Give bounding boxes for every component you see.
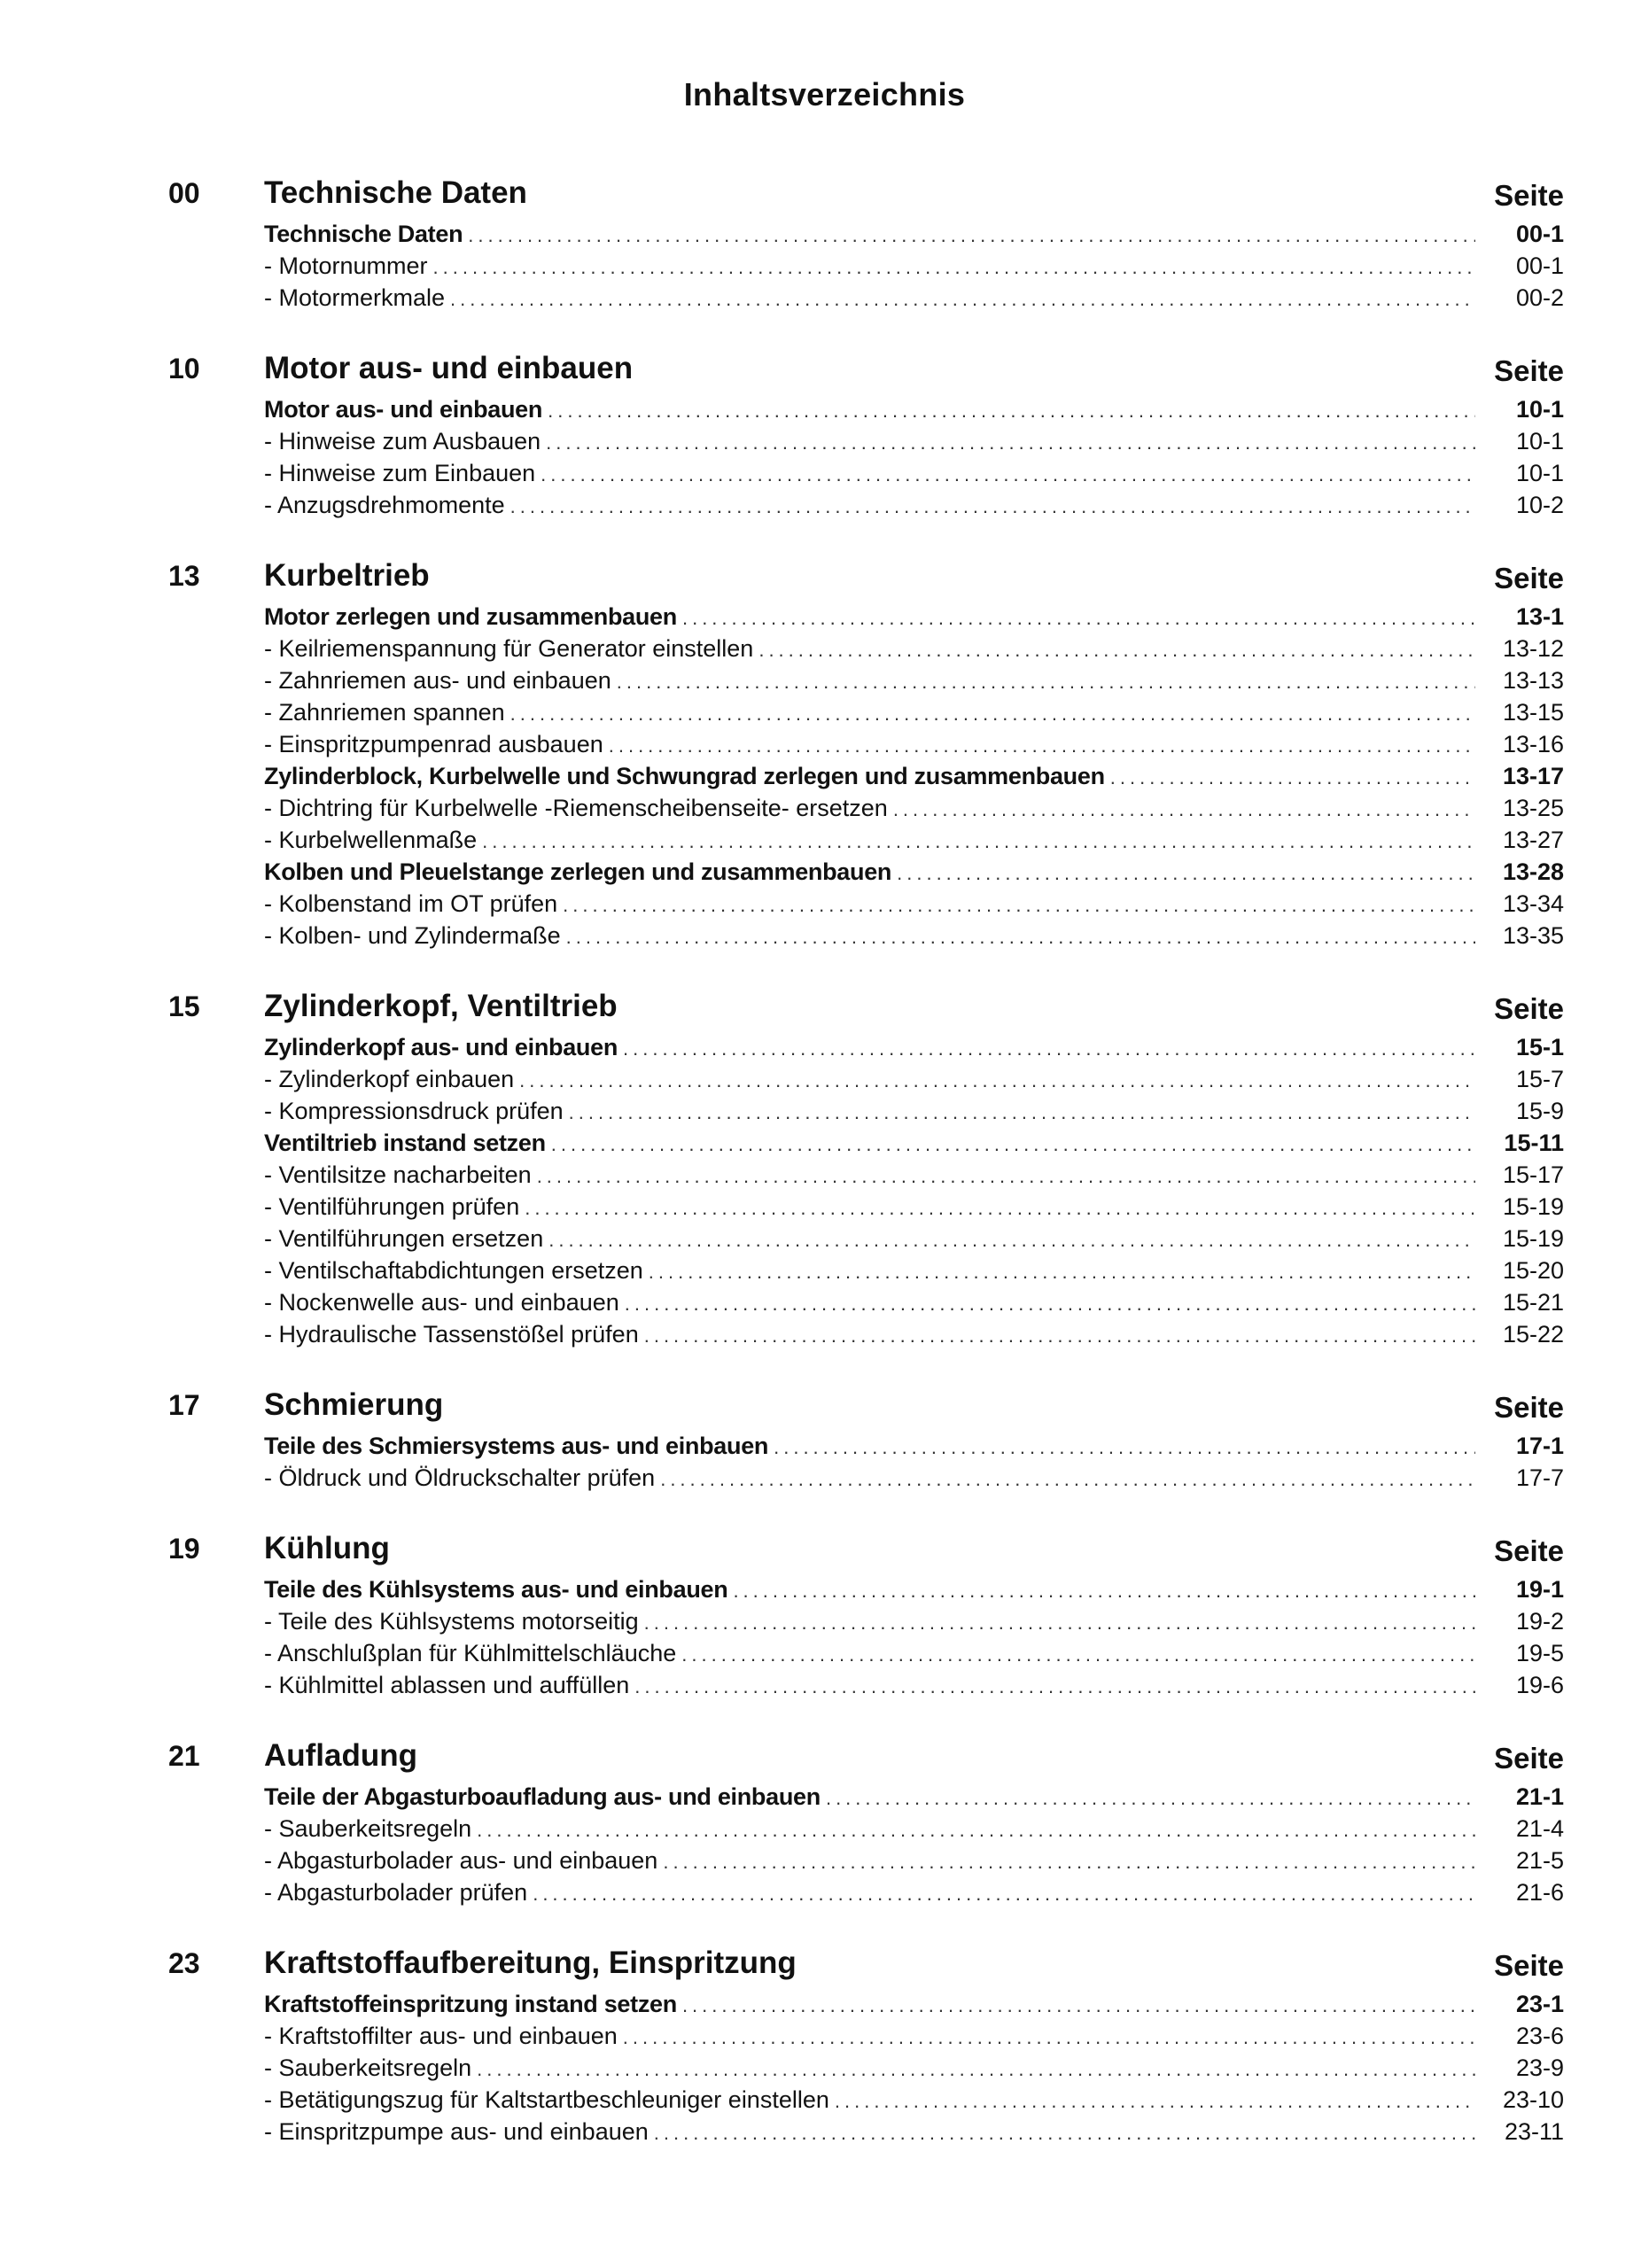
entry-page-number[interactable]: 10-1 [1515,428,1564,454]
dot-leader [663,1846,1475,1878]
seite-heading: Seite [1494,1742,1564,1775]
entry-label[interactable]: - Ventilführungen prüfen [264,1193,520,1220]
entry-page-number[interactable]: 13-1 [1515,603,1564,630]
toc-entry[interactable] [264,1063,1564,1095]
dot-leader [569,1097,1475,1129]
entry-page-number[interactable]: 10-2 [1515,492,1564,518]
entry-page-number[interactable]: 19-2 [1515,1608,1564,1635]
entry-page-number[interactable]: 15-20 [1502,1257,1564,1284]
toc-main-entry[interactable] [264,1781,1564,1813]
entry-label[interactable]: - Kurbelwellenmaße [264,827,478,853]
section-entries [264,1988,1564,2148]
toc-section-13 [168,556,1564,951]
toc-entry[interactable] [264,457,1564,489]
entry-page-number[interactable]: 15-1 [1515,1034,1564,1060]
entry-page-number[interactable]: 13-16 [1502,731,1564,757]
dot-leader [525,1192,1475,1224]
section-entries [264,1430,1564,1494]
section-entries [264,1781,1564,1908]
dot-leader [682,1990,1475,2022]
dot-leader [450,284,1475,315]
entry-page-number[interactable]: 15-22 [1502,1321,1564,1348]
dot-leader [774,1432,1475,1464]
entry-label[interactable]: - Dichtring für Kurbelwelle -Riemenscheibenseite- ersetzen [264,795,888,821]
entry-label[interactable]: Teile der Abgasturboaufladung aus- und einbauen [264,1783,821,1810]
toc-entry[interactable] [264,2084,1564,2116]
dot-leader [510,698,1475,730]
toc-entry[interactable] [264,696,1564,728]
entry-label[interactable]: - Kolbenstand im OT prüfen [264,890,558,917]
dot-leader [682,602,1475,634]
dot-leader [897,858,1475,889]
entry-label[interactable]: Motor aus- und einbauen [264,396,543,423]
toc-entry[interactable] [264,1876,1564,1908]
dot-leader [433,252,1475,284]
toc-section-19 [168,1529,1564,1701]
entry-label[interactable]: - Sauberkeitsregeln [264,2054,472,2081]
toc-entry[interactable] [264,1845,1564,1876]
entry-page-number[interactable]: 10-1 [1515,460,1564,486]
toc-entry[interactable] [264,664,1564,696]
entry-label[interactable]: - Zylinderkopf einbauen [264,1066,515,1092]
section-header [168,349,1564,393]
section-header [168,1736,1564,1781]
toc-entry[interactable] [264,2020,1564,2052]
entry-page-number[interactable]: 21-4 [1515,1815,1564,1842]
section-title[interactable]: Kühlung [264,1531,390,1565]
entry-label[interactable]: Technische Daten [264,221,463,247]
entry-page-number[interactable]: 15-17 [1502,1161,1564,1188]
dot-leader [609,730,1475,762]
seite-heading: Seite [1494,1949,1564,1982]
entry-page-number[interactable]: 23-1 [1515,1991,1564,2017]
toc-main-entry[interactable] [264,1573,1564,1605]
entry-label[interactable]: - Sauberkeitsregeln [264,1815,472,1842]
section-number: 23 [168,1947,200,1979]
entry-label[interactable]: - Kühlmittel ablassen und auffüllen [264,1672,630,1698]
toc-entry[interactable] [264,920,1564,951]
toc-entry[interactable] [264,1159,1564,1191]
entry-page-number[interactable]: 13-17 [1502,763,1564,789]
toc-section-21 [168,1736,1564,1908]
entry-page-number[interactable]: 23-9 [1515,2054,1564,2081]
entry-page-number[interactable]: 13-12 [1502,635,1564,662]
entry-label[interactable]: - Ventilschaftabdichtungen ersetzen [264,1257,643,1284]
toc-entry[interactable] [264,1605,1564,1637]
section-number: 15 [168,990,200,1022]
table-of-contents [168,174,1564,2183]
toc-entry[interactable] [264,282,1564,314]
entry-page-number[interactable]: 21-6 [1515,1879,1564,1906]
dot-leader [477,1814,1475,1846]
dot-leader [758,634,1475,666]
dot-leader [644,1607,1475,1639]
entry-page-number[interactable]: 17-7 [1515,1464,1564,1491]
entry-page-number[interactable]: 10-1 [1515,396,1564,423]
dot-leader [681,1639,1475,1671]
toc-entry[interactable] [264,250,1564,282]
section-header [168,1529,1564,1573]
dot-leader [537,1161,1475,1192]
entry-label[interactable]: - Kraftstoffilter aus- und einbauen [264,2023,618,2049]
entry-page-number[interactable]: 19-6 [1515,1672,1564,1698]
entry-page-number[interactable]: 13-13 [1502,667,1564,694]
entry-label[interactable]: Teile des Kühlsystems aus- und einbauen [264,1576,728,1603]
toc-entry[interactable] [264,1462,1564,1494]
dot-leader [733,1575,1475,1607]
dot-leader [625,1288,1475,1320]
dot-leader [541,459,1475,491]
entry-label[interactable]: - Hydraulische Tassenstößel prüfen [264,1321,639,1348]
toc-entry[interactable] [264,425,1564,457]
entry-page-number[interactable]: 15-9 [1515,1098,1564,1124]
toc-entry[interactable] [264,1637,1564,1669]
entry-page-number[interactable]: 15-19 [1502,1225,1564,1252]
toc-section-00 [168,174,1564,314]
entry-label[interactable]: - Keilriemenspannung für Generator einstellen [264,635,754,662]
section-title[interactable]: Technische Daten [264,175,527,210]
entry-label[interactable]: Kraftstoffeinspritzung instand setzen [264,1991,677,2017]
section-number: 17 [168,1389,200,1421]
toc-main-entry[interactable] [264,601,1564,633]
toc-main-entry[interactable] [264,1988,1564,2020]
entry-page-number[interactable]: 13-27 [1502,827,1564,853]
section-title[interactable]: Motor aus- und einbauen [264,351,634,385]
entry-page-number[interactable]: 00-1 [1515,252,1564,279]
section-header [168,174,1564,218]
dot-leader [548,1224,1475,1256]
entry-label[interactable]: - Einspritzpumpenrad ausbauen [264,731,603,757]
section-title[interactable]: Kraftstoffaufbereitung, Einspritzung [264,1946,797,1980]
toc-main-entry[interactable] [264,1031,1564,1063]
dot-leader [548,395,1475,427]
entry-label[interactable]: Zylinderblock, Kurbelwelle und Schwungrad zerlegen und zusammenbauen [264,763,1105,789]
dot-leader [566,921,1475,953]
toc-entry[interactable] [264,2052,1564,2084]
entry-label[interactable]: - Motormerkmale [264,284,446,311]
entry-label[interactable]: - Abgasturbolader prüfen [264,1879,528,1906]
toc-entry[interactable] [264,1254,1564,1286]
entry-label[interactable]: Teile des Schmiersystems aus- und einbauen [264,1433,769,1459]
entry-page-number[interactable]: 00-1 [1515,221,1564,247]
entry-page-number[interactable]: 13-34 [1502,890,1564,917]
dot-leader [1110,762,1475,794]
seite-heading: Seite [1494,179,1564,212]
entry-label[interactable]: Kolben und Pleuelstange zerlegen und zusammenbauen [264,858,892,885]
entry-label[interactable]: - Kompressionsdruck prüfen [264,1098,564,1124]
section-number: 19 [168,1533,200,1565]
section-header [168,1944,1564,1988]
entry-page-number[interactable]: 19-1 [1515,1576,1564,1603]
seite-heading: Seite [1494,1391,1564,1424]
entry-page-number[interactable]: 15-21 [1502,1289,1564,1316]
entry-label[interactable]: - Hinweise zum Ausbauen [264,428,541,454]
toc-main-entry[interactable] [264,1430,1564,1462]
entry-label[interactable]: - Anzugsdrehmomente [264,492,505,518]
entry-page-number[interactable]: 21-5 [1515,1847,1564,1874]
entry-page-number[interactable]: 15-11 [1504,1130,1564,1156]
toc-entry[interactable] [264,888,1564,920]
section-header [168,1386,1564,1430]
entry-page-number[interactable]: 13-25 [1502,795,1564,821]
dot-leader [477,2054,1475,2085]
entry-page-number[interactable]: 15-19 [1502,1193,1564,1220]
toc-entry[interactable] [264,1095,1564,1127]
entry-label[interactable]: - Hinweise zum Einbauen [264,460,536,486]
entry-page-number[interactable]: 00-2 [1515,284,1564,311]
entry-page-number[interactable]: 23-6 [1515,2023,1564,2049]
section-number: 13 [168,560,200,592]
toc-main-entry[interactable] [264,393,1564,425]
toc-section-23 [168,1944,1564,2148]
toc-entry[interactable] [264,824,1564,856]
section-title[interactable]: Schmierung [264,1387,444,1422]
dot-leader [617,666,1475,698]
entry-page-number[interactable]: 21-1 [1515,1783,1564,1810]
dot-leader [634,1671,1475,1703]
seite-heading: Seite [1494,1534,1564,1567]
dot-leader [654,2117,1475,2149]
toc-main-entry[interactable] [264,760,1564,792]
dot-leader [551,1129,1475,1161]
section-number: 10 [168,353,200,384]
dot-leader [468,220,1475,252]
entry-label[interactable]: - Zahnriemen aus- und einbauen [264,667,611,694]
section-entries [264,1573,1564,1701]
seite-heading: Seite [1494,354,1564,387]
toc-entry[interactable] [264,1813,1564,1845]
dot-leader [644,1320,1475,1352]
section-title[interactable]: Aufladung [264,1738,418,1773]
dot-leader [826,1783,1475,1814]
section-header [168,987,1564,1031]
entry-label[interactable]: - Betätigungszug für Kaltstartbeschleuniger einstellen [264,2086,829,2113]
entry-page-number[interactable]: 23-10 [1502,2086,1564,2113]
toc-main-entry[interactable] [264,1127,1564,1159]
entry-label[interactable]: - Abgasturbolader aus- und einbauen [264,1847,658,1874]
dot-leader [623,1033,1475,1065]
entry-page-number[interactable]: 17-1 [1515,1433,1564,1459]
section-entries [264,601,1564,951]
dot-leader [519,1065,1475,1097]
section-entries [264,393,1564,521]
dot-leader [510,491,1475,523]
toc-entry[interactable] [264,489,1564,521]
entry-page-number[interactable]: 19-5 [1515,1640,1564,1666]
toc-main-entry[interactable] [264,218,1564,250]
seite-heading: Seite [1494,992,1564,1025]
entry-label[interactable]: - Zahnriemen spannen [264,699,505,726]
section-entries [264,1031,1564,1350]
section-title[interactable]: Kurbeltrieb [264,558,430,593]
section-entries [264,218,1564,314]
entry-page-number[interactable]: 13-15 [1502,699,1564,726]
entry-label[interactable]: - Nockenwelle aus- und einbauen [264,1289,619,1316]
toc-entry[interactable] [264,1318,1564,1350]
toc-main-entry[interactable] [264,856,1564,888]
toc-entry[interactable] [264,633,1564,664]
dot-leader [893,794,1475,826]
entry-label[interactable]: Zylinderkopf aus- und einbauen [264,1034,618,1060]
entry-label[interactable]: Motor zerlegen und zusammenbauen [264,603,677,630]
entry-label[interactable]: - Motornummer [264,252,428,279]
toc-entry[interactable] [264,2116,1564,2148]
toc-entry[interactable] [264,1191,1564,1223]
entry-label[interactable]: - Ventilführungen ersetzen [264,1225,544,1252]
entry-label[interactable]: - Teile des Kühlsystems motorseitig [264,1608,639,1635]
toc-section-15 [168,987,1564,1350]
toc-entry[interactable] [264,792,1564,824]
dot-leader [482,826,1475,858]
dot-leader [649,1256,1475,1288]
section-number: 00 [168,177,200,209]
toc-section-17 [168,1386,1564,1494]
page-title: Inhaltsverzeichnis [683,76,966,113]
toc-entry[interactable] [264,1669,1564,1701]
dot-leader [623,2022,1475,2054]
dot-leader [660,1464,1475,1495]
toc-section-10 [168,349,1564,521]
entry-label[interactable]: - Kolben- und Zylindermaße [264,922,561,949]
dot-leader [546,427,1475,459]
seite-heading: Seite [1494,562,1564,594]
toc-entry[interactable] [264,728,1564,760]
entry-page-number[interactable]: 15-7 [1515,1066,1564,1092]
toc-entry[interactable] [264,1286,1564,1318]
dot-leader [563,889,1475,921]
entry-label[interactable]: - Anschlußplan für Kühlmittelschläuche [264,1640,677,1666]
entry-label[interactable]: Ventiltrieb instand setzen [264,1130,546,1156]
entry-page-number[interactable]: 23-11 [1504,2118,1564,2145]
dot-leader [533,1878,1475,1910]
entry-page-number[interactable]: 13-28 [1502,858,1564,885]
entry-page-number[interactable]: 13-35 [1502,922,1564,949]
section-number: 21 [168,1740,200,1772]
section-header [168,556,1564,601]
dot-leader [835,2085,1475,2117]
entry-label[interactable]: - Ventilsitze nacharbeiten [264,1161,532,1188]
entry-label[interactable]: - Öldruck und Öldruckschalter prüfen [264,1464,656,1491]
toc-entry[interactable] [264,1223,1564,1254]
section-title[interactable]: Zylinderkopf, Ventiltrieb [264,989,618,1023]
entry-label[interactable]: - Einspritzpumpe aus- und einbauen [264,2118,649,2145]
